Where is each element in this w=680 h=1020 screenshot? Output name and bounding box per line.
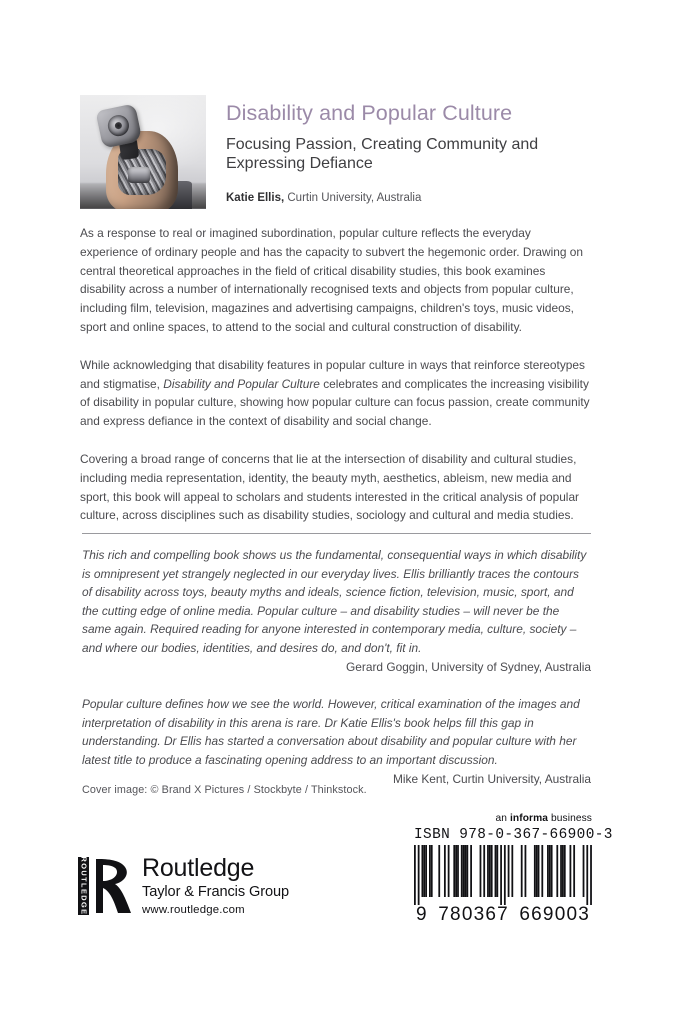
- blurb-paragraph-2-tail: celebrates and complicates the increasing visibility of disability in popular culture, showing how popular culture can focus passion, create community and express defiance in the context of disability and social change.: [80, 376, 590, 429]
- barcode-digits: [414, 904, 592, 926]
- informa-tagline: [414, 813, 592, 825]
- blurb-paragraph-2-lead: While acknowledging that disability features in popular culture in ways that reinforce stereotypes and stigmatise,: [80, 357, 585, 391]
- barcode-block: [414, 813, 613, 926]
- blurb-title-mention: Disability and Popular Culture: [163, 376, 320, 391]
- endorsements-section: [82, 546, 591, 801]
- publisher-logo: [78, 855, 289, 918]
- author-line: [226, 191, 600, 206]
- blurb-section: [80, 224, 591, 544]
- author-affiliation: Curtin University, Australia: [284, 191, 422, 204]
- blurb-paragraph-1: As a response to real or imagined subordination, popular culture reflects the everyday experience of ordinary people and has the capacity to subvert the hegemonic order. Drawing on central theoretical approaches in the field of critical disability studies, this book examines disability across a number of internationally recognised texts and objects from popular culture, including film, television, magazines and advertising campaigns, children's toys, music videos, sport and online spaces, to attend to the social and cultural construction of disability.: [80, 226, 584, 334]
- routledge-vertical-label: ROUTLEDGE: [79, 856, 88, 916]
- cover-header: [80, 95, 600, 209]
- publisher-url[interactable]: www.routledge.com: [142, 904, 245, 917]
- informa-prefix: an: [495, 813, 510, 824]
- barcode-digit-group-1: 780367: [438, 904, 509, 926]
- section-divider: [82, 533, 591, 534]
- book-subtitle: Focusing Passion, Creating Community and Expressing Defiance: [226, 135, 539, 173]
- barcode-digit-left: 9: [416, 904, 428, 926]
- informa-suffix: business: [548, 813, 592, 824]
- author-name: Katie Ellis,: [226, 191, 285, 204]
- endorsement-text: This rich and compelling book shows us the fundamental, consequential ways in which disability is omnipresent yet strangely neglected in our everyday lives. Ellis brilliantly traces the contours of disability across toys, beauty myths and ideals, science fiction, television, music, sport, and the cutting edge of online media. Popular culture – and disability studies – will never be the same again. Required reading for anyone interested in contemporary media, culture, society – and where our bodies, identities, and desires do, and don't, fit in.: [82, 548, 587, 655]
- barcode-bars: [414, 845, 592, 905]
- publisher-wordmark: [142, 855, 289, 918]
- blurb-paragraph-2: [80, 356, 591, 431]
- publisher-name: Routledge: [142, 854, 255, 882]
- endorsement-text: Popular culture defines how we see the world. However, critical examination of the images and interpretation of disability in this arena is rare. Dr Katie Ellis's book helps fill this gap in understanding. Dr Ellis has started a conversation about disability and popular culture with her latest title to produce a fascinating opening address to an important discussion.: [82, 696, 580, 767]
- page-title: Disability and Popular Culture: [226, 101, 513, 125]
- title-block: [226, 95, 600, 206]
- isbn-line: [414, 827, 613, 844]
- routledge-r-icon: [94, 857, 134, 915]
- cover-thumbnail-image: [80, 95, 206, 209]
- isbn-label: ISBN: [414, 827, 451, 844]
- thumbnail-mechanical-cylinder: [128, 167, 150, 183]
- informa-brand: informa: [509, 813, 549, 824]
- publisher-group: Taylor & Francis Group: [142, 884, 290, 900]
- barcode-digit-group-2: 669003: [519, 904, 590, 926]
- routledge-vertical-bar: [78, 857, 89, 915]
- routledge-mark: [78, 855, 134, 917]
- endorsement-attribution: Mike Kent, Curtin University, Australia: [392, 772, 591, 787]
- endorsement-quote: [82, 695, 591, 789]
- endorsement-attribution: Gerard Goggin, University of Sydney, Australia: [346, 660, 591, 675]
- cover-image-credit: Cover image: © Brand X Pictures / Stockbyte / Thinkstock.: [82, 784, 367, 796]
- blurb-paragraph-3: Covering a broad range of concerns that lie at the intersection of disability and cultural studies, including media representation, identity, the beauty myth, aesthetics, ableism, new media and sport, this book will appeal to scholars and students interested in the critical analysis of popular culture, across disciplines such as disability studies, sociology and cultural and media studies.: [80, 451, 580, 523]
- endorsement-quote: [82, 546, 591, 677]
- isbn-number: 978-0-367-66900-3: [459, 827, 613, 844]
